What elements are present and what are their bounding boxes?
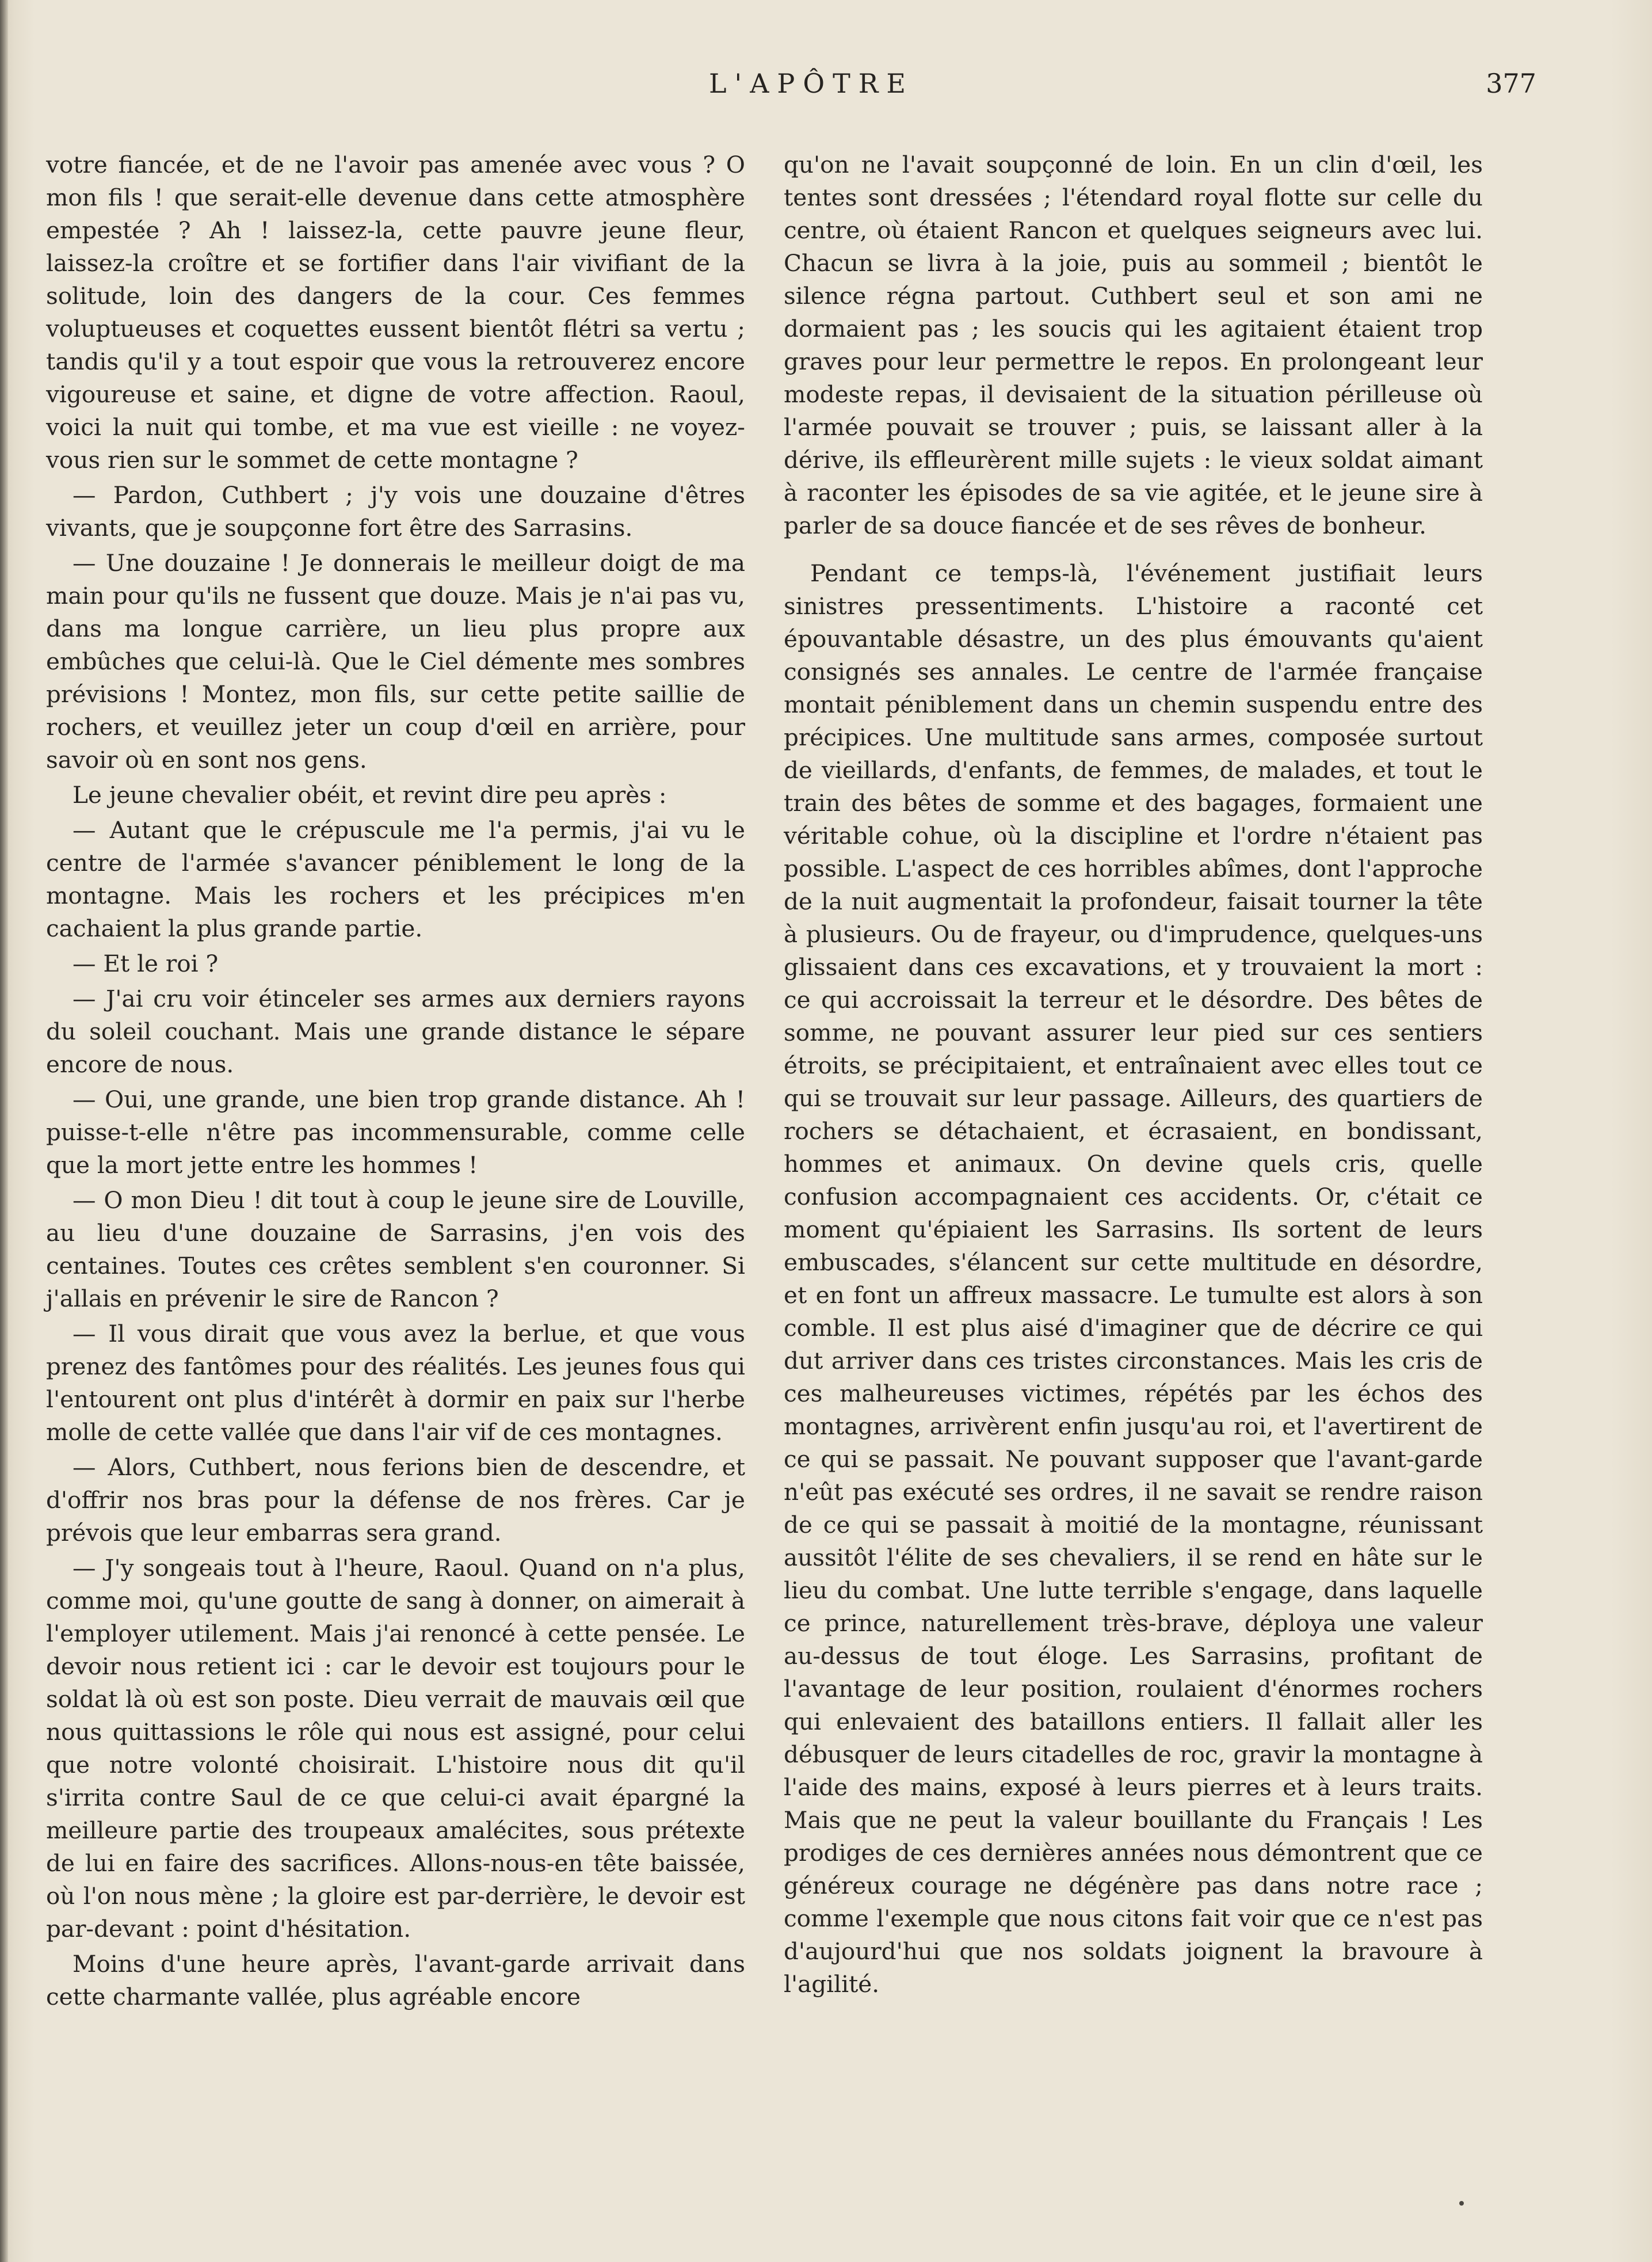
page-number: 377 bbox=[1486, 68, 1536, 99]
page-header bbox=[46, 68, 1536, 108]
paragraph: Moins d'une heure après, l'avant-garde arrivait dans cette charmante vallée, plus agréable encore bbox=[46, 1950, 745, 2010]
paragraph: — O mon Dieu ! dit tout à coup le jeune sire de Louville, au lieu d'une douzaine de Sarrasins, j'en vois des centaines. Toutes ces crêtes semblent s'en couronner. Si j'allais en prévenir le sire de Rancon ? bbox=[46, 1186, 745, 1312]
print-speck bbox=[1459, 2201, 1464, 2206]
paragraph: — Il vous dirait que vous avez la berlue, et que vous prenez des fantômes pour des réalités. Les jeunes fous qui l'entourent ont plus d'intérêt à dormir en paix sur l'herbe molle de cette vallée que dans l'air vif de ces montagnes. bbox=[46, 1320, 745, 1446]
paragraph: — Autant que le crépuscule me l'a permis, j'ai vu le centre de l'armée s'avancer péniblement le long de la montagne. Mais les rochers et les précipices m'en cachaient la plus grande partie. bbox=[46, 816, 745, 942]
paragraph: — Pardon, Cuthbert ; j'y vois une douzaine d'êtres vivants, que je soupçonne fort être des Sarrasins. bbox=[46, 481, 745, 542]
paragraph: Pendant ce temps-là, l'événement justifiait leurs sinistres pressentiments. L'histoire a raconté cet épouvantable désastre, un des plus émouvants qu'aient consignés ses annales. Le centre de l'armée française montait péniblement dans un chemin suspendu entre des précipices. Une multitude sans armes, composée surtout de vieillards, d'enfants, de femmes, de malades, et tout le train des bêtes de somme et des bagages, formaient une véritable cohue, où la discipline et l'ordre n'étaient pas possible. L'aspect de ces horribles abîmes, dont l'approche de la nuit augmentait la profondeur, faisait tourner la tête à plusieurs. Ou de frayeur, ou d'imprudence, quelques-uns glissaient dans ces excavations, et y trouvaient la mort : ce qui accroissait la terreur et le désordre. Des bêtes de somme, ne pouvant assurer leur pied sur ces sentiers étroits, se précipitaient, et entraînaient avec elles tout ce qui se trouvait sur leur passage. Ailleurs, des quartiers de rochers se détachaient, et écrasaient, en bondissant, hommes et animaux. On devine quels cris, quelle confusion accompagnaient ces accidents. Or, c'était ce moment qu'épiaient les Sarrasins. Ils sortent de leurs embuscades, s'élancent sur cette multitude en désordre, et en font un affreux massacre. Le tumulte est alors à son comble. Il est plus aisé d'imaginer que de décrire ce qui dut arriver dans ces tristes circonstances. Mais les cris de ces malheureuses victimes, répétés par les échos des montagnes, arrivèrent enfin jusqu'au roi, et l'avertirent de ce qui se passait. Ne pouvant supposer que l'avant-garde n'eût pas exécuté ses ordres, il ne savait se rendre raison de ce qui se passait à moitié de la montagne, réunissant aussitôt l'élite de ses chevaliers, il se rend en hâte sur le lieu du combat. Une lutte terrible s'engage, dans laquelle ce prince, naturellement très-brave, déploya une valeur au-dessus de tout éloge. Les Sarrasins, profitant de l'avantage de leur position, roulaient d'énormes rochers qui enlevaient des bataillons entiers. Il fallait aller les débusquer de leurs citadelles de roc, gravir la montagne à l'aide des mains, exposé à leurs pierres et à leurs traits. Mais que ne peut la valeur bouillante du Français ! Les prodiges de ces dernières années nous démontrent que ce généreux courage ne dégénère pas dans notre race ; comme l'exemple que nous citons fait voir que ce n'est pas d'aujourd'hui que nos soldats joignent la bravoure à l'agilité. bbox=[784, 559, 1483, 1998]
running-title: L'APÔTRE bbox=[709, 68, 914, 99]
right-column bbox=[784, 148, 1483, 2001]
paragraph: qu'on ne l'avait soupçonné de loin. En un clin d'œil, les tentes sont dressées ; l'étendard royal flotte sur celle du centre, où étaient Rancon et quelques seigneurs avec lui. Chacun se livra à la joie, puis au sommeil ; bientôt le silence régna partout. Cuthbert seul et son ami ne dormaient pas ; les soucis qui les agitaient étaient trop graves pour leur permettre le repos. En prolongeant leur modeste repas, il devisaient de la situation périlleuse où l'armée pouvait se trouver ; puis, se laissant aller à la dérive, ils effleurèrent mille sujets : le vieux soldat aimant à raconter les épisodes de sa vie agitée, et le jeune sire à parler de sa douce fiancée et de ses rêves de bonheur. bbox=[784, 151, 1483, 539]
paragraph: Le jeune chevalier obéit, et revint dire peu après : bbox=[73, 781, 667, 809]
paragraph: — Oui, une grande, une bien trop grande distance. Ah ! puisse-t-elle n'être pas incommensurable, comme celle que la mort jette entre les hommes ! bbox=[46, 1086, 745, 1179]
paragraph: — J'ai cru voir étinceler ses armes aux derniers rayons du soleil couchant. Mais une grande distance le sépare encore de nous. bbox=[46, 985, 745, 1078]
left-column bbox=[46, 148, 745, 2013]
paragraph: — Alors, Cuthbert, nous ferions bien de descendre, et d'offrir nos bras pour la défense de nos frères. Car je prévois que leur embarras sera grand. bbox=[46, 1453, 745, 1547]
paragraph: — Et le roi ? bbox=[73, 950, 219, 977]
paragraph: votre fiancée, et de ne l'avoir pas amenée avec vous ? O mon fils ! que serait-elle devenue dans cette atmosphère empestée ? Ah ! laissez-la, cette pauvre jeune fleur, laissez-la croître et se fortifier dans l'air vivifiant de la solitude, loin des dangers de la cour. Ces femmes voluptueuses et coquettes eussent bientôt flétri sa vertu ; tandis qu'il y a tout espoir que vous la retrouverez encore vigoureuse et saine, et digne de votre affection. Raoul, voici la nuit qui tombe, et ma vue est vieille : ne voyez-vous rien sur le sommet de cette montagne ? bbox=[46, 151, 745, 474]
paragraph: — J'y songeais tout à l'heure, Raoul. Quand on n'a plus, comme moi, qu'une goutte de sang à donner, on aimerait à l'employer utilement. Mais j'ai renoncé à cette pensée. Le devoir nous retient ici : car le devoir est toujours pour le soldat là où est son poste. Dieu verrait de mauvais œil que nous quittassions le rôle qui nous est assigné, pour celui que notre volonté choisirait. L'histoire nous dit qu'il s'irrita contre Saul de ce que celui-ci avait épargné la meilleure partie des troupeaux amalécites, sous prétexte de lui en faire des sacrifices. Allons-nous-en tête baissée, où l'on nous mène ; la gloire est par-derrière, le devoir est par-devant : point d'hésitation. bbox=[46, 1554, 745, 1943]
binding-edge bbox=[0, 0, 8, 2262]
paragraph: — Une douzaine ! Je donnerais le meilleur doigt de ma main pour qu'ils ne fussent que douze. Mais je n'ai pas vu, dans ma longue carrière, un lieu plus propre aux embûches que celui-là. Que le Ciel démente mes sombres prévisions ! Montez, mon fils, sur cette petite saillie de rochers, et veuillez jeter un coup d'œil en arrière, pour savoir où en sont nos gens. bbox=[46, 549, 745, 774]
